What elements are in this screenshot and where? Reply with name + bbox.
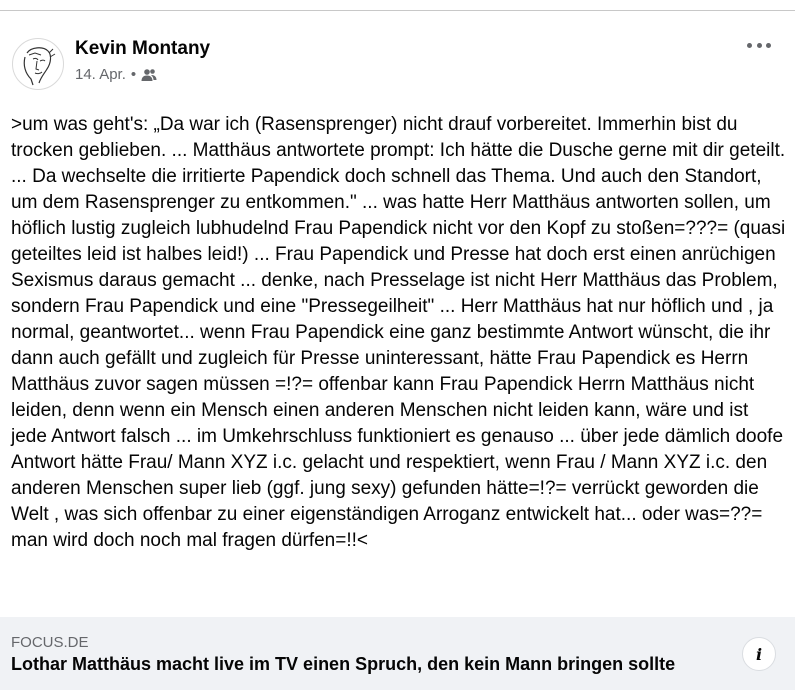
link-title[interactable]: Lothar Matthäus macht live im TV einen Spruch, den kein Mann bringen sollte [11,654,676,674]
link-preview-card[interactable] [0,617,795,690]
post-meta [75,66,157,83]
friends-icon [141,68,157,82]
more-dot [757,43,762,48]
link-domain: FOCUS.DE [11,634,89,651]
more-options-icon[interactable] [747,39,771,51]
avatar-sketch-icon [13,39,63,89]
info-icon[interactable]: i [742,637,776,671]
post-body-text: >um was geht's: „Da war ich (Rasensprenger) nicht drauf vorbereitet. Immerhin bist du trocken geblieben. ... Matthäus antwortete prompt: Ich hätte die Dusche gerne mit dir geteilt. ... Da wechselte die irritierte Papendick doch schnell das Thema. Und auch den Standort, um dem Rasensprenger zu entkommen." ... was hatte Herr Matthäus antworten sollen, um höflich lustig zugleich lubhudelnd Frau Papendick nicht vor den Kopf zu stoßen=???= (quasi geteiltes leid ist halbes leid!) ... Frau Papendick und Presse hat doch erst einen anrüchigen Sexismus daraus gemacht ... denke, nach Presselage ist nicht Herr Matthäus das Problem, sondern Frau Papendick und eine "Pressegeilheit" ... Herr Matthäus hat nur höflich und , ja normal, geantwortet... wenn Frau Papendick eine ganz bestimmte Antwort wünscht, die ihr dann auch gefällt und zugleich für Presse uninteressant, hätte Frau Papendick es Herrn Matthäus zuvor sagen müssen =!?= offenbar kann Frau Papendick Herrn Matthäus nicht leiden, denn wenn ein Mensch einen anderen Menschen nicht leiden kann, wäre und ist jede Antwort falsch ... im Umkehrschluss funktioniert es genauso ... über jede dämlich doofe Antwort hätte Frau/ Mann XYZ i.c. gelacht und respektiert, wenn Frau / Mann XYZ i.c. den anderen Menschen super lieb (ggf. jung sexy) gefunden hätte=!?= verrückt geworden die Welt , was sich offenbar zu einer eigenständigen Arroganz entwickelt hat... oder was=??= man wird doch noch mal fragen dürfen=!!< [11,114,786,551]
avatar[interactable] [12,38,64,90]
author-name[interactable]: Kevin Montany [75,38,211,59]
post-date[interactable]: 14. Apr. [75,66,126,83]
more-dot [766,43,771,48]
post [0,11,795,690]
meta-separator: • [130,66,137,83]
more-dot [747,43,752,48]
